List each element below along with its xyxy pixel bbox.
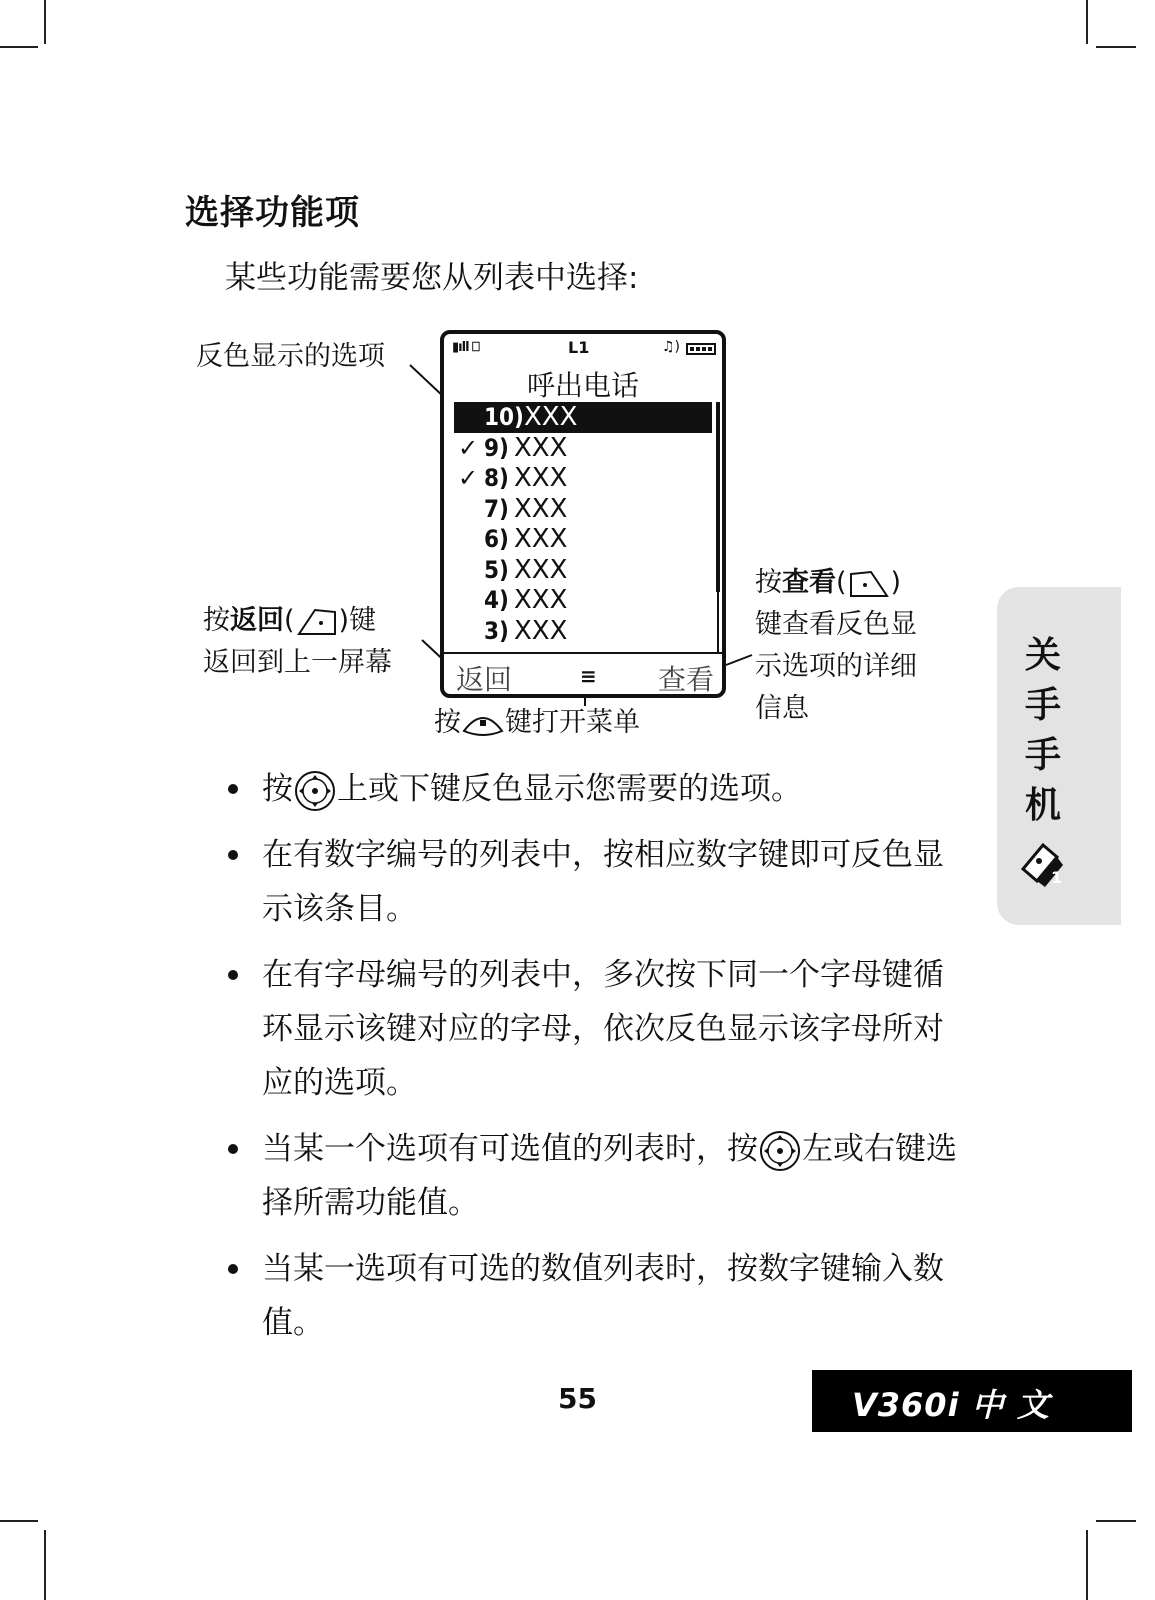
list-item-number: 5) — [484, 555, 509, 584]
crop-mark — [0, 1520, 38, 1522]
model-label: V360i 中 文 — [852, 1386, 1050, 1424]
page-number: 55 — [558, 1382, 597, 1415]
list-item-number: 8) — [484, 464, 509, 492]
right-softkey-icon — [847, 568, 891, 600]
crop-mark — [44, 1530, 46, 1600]
bullet-item: 按 上或下键反色显示您需要的选项。 — [228, 762, 973, 816]
back-softkey[interactable]: 返回 — [456, 663, 513, 696]
check-mark-icon: ✓ — [458, 433, 479, 462]
active-line-indicator: L1 — [568, 338, 590, 357]
scrollbar-thumb[interactable] — [716, 402, 720, 592]
list-item[interactable] — [454, 585, 712, 616]
list-item-number: 6) — [484, 525, 509, 553]
list-item-number: 10) — [484, 403, 524, 431]
callout-highlight: 反色显示的选项 — [196, 341, 385, 372]
bullet-dot — [228, 784, 238, 794]
bullet-item: 当某一个选项有可选值的列表时，按 左或右键选择所需功能值。 — [228, 1122, 973, 1230]
list-item-label: XXX — [524, 402, 578, 432]
list-item-label: XXX — [514, 493, 568, 524]
bullet-item: 在有数字编号的列表中，按相应数字键即可反色显示该条目。 — [228, 828, 973, 936]
check-mark-icon: ✓ — [458, 464, 479, 492]
bullet-dot — [228, 970, 238, 980]
call-list — [454, 402, 712, 646]
list-item[interactable] — [454, 463, 712, 494]
battery-icon — [686, 343, 716, 355]
crop-mark — [1096, 1520, 1136, 1522]
bullet-dot — [228, 1264, 238, 1274]
list-item[interactable] — [454, 616, 712, 647]
svg-text:1: 1 — [1051, 868, 1063, 887]
phone-chapter-icon — [1017, 839, 1069, 891]
softkey-bar — [444, 652, 722, 696]
status-bar — [450, 338, 720, 360]
bullet-dot — [228, 1144, 238, 1154]
signal-icon: ▮ıll ⎕ — [452, 340, 479, 355]
chapter-side-tab — [997, 587, 1121, 925]
callout-view: 按查看( ) 键查看反色显 示选项的详细 信息 — [755, 567, 917, 724]
callout-back: 按返回( )键 返回到上一屏幕 — [203, 605, 392, 678]
phone-screen — [440, 330, 726, 698]
nav-key-icon — [293, 769, 337, 813]
section-title: 选择功能项 — [185, 193, 360, 233]
list-item[interactable] — [454, 402, 712, 433]
list-item[interactable] — [454, 433, 712, 464]
nav-key-icon — [758, 1129, 802, 1173]
model-banner — [812, 1370, 1132, 1432]
screen-title: 呼出电话 — [526, 369, 639, 402]
bullet-item: 在有字母编号的列表中，多次按下同一个字母键循环显示该键对应的字母，依次反色显示该字母所对应的选项。 — [228, 948, 973, 1110]
list-item-label: XXX — [514, 432, 568, 463]
list-item-label: XXX — [514, 615, 568, 646]
list-item[interactable] — [454, 524, 712, 555]
list-item[interactable] — [454, 555, 712, 586]
list-item-label: XXX — [514, 463, 568, 493]
list-item-label: XXX — [514, 585, 568, 615]
left-softkey-icon — [295, 606, 339, 638]
list-item-number: 3) — [484, 616, 509, 645]
view-softkey[interactable]: 查看 — [657, 663, 714, 696]
intro-text: 某些功能需要您从列表中选择: — [225, 260, 639, 296]
ring-style-icon: ♫) — [661, 339, 680, 355]
menu-key-icon — [461, 709, 505, 739]
list-item-label: XXX — [514, 524, 568, 554]
chapter-tab-label: 关 手 手 机 — [1024, 635, 1061, 826]
list-item[interactable] — [454, 494, 712, 525]
bullet-list — [228, 762, 973, 1362]
list-item-number: 7) — [484, 494, 509, 523]
list-item-number: 9) — [484, 433, 509, 462]
menu-indicator-icon[interactable]: ≡ — [580, 664, 597, 688]
bullet-dot — [228, 850, 238, 860]
callout-menu: 按 键打开菜单 — [434, 707, 640, 738]
list-item-label: XXX — [514, 554, 568, 585]
list-item-number: 4) — [484, 586, 509, 614]
bullet-item: 当某一选项有可选的数值列表时，按数字键输入数值。 — [228, 1242, 973, 1350]
crop-mark — [1086, 1530, 1088, 1600]
